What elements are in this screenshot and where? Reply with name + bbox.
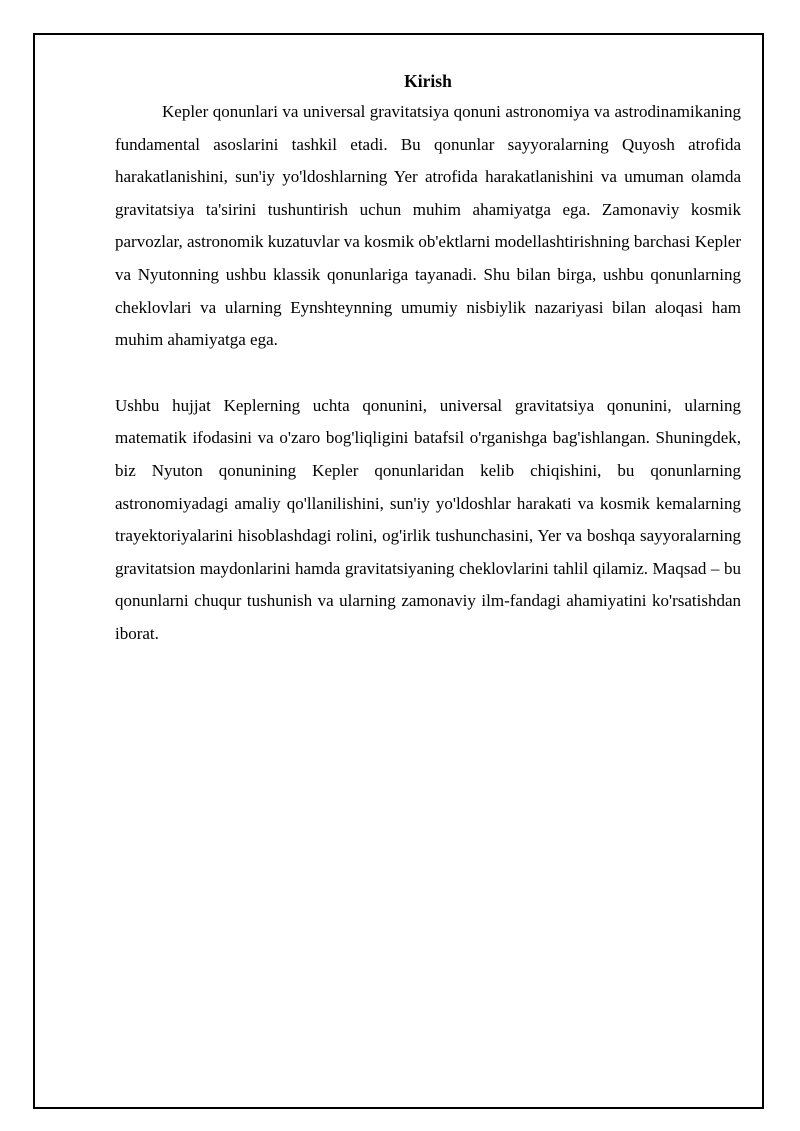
intro-paragraph-2: Ushbu hujjat Keplerning uchta qonunini, universal gravitatsiya qonunini, ularning matematik ifodasini va o'zaro bog'liqligini batafsil o'rganishga bag'ishlangan. Shuningdek, biz Nyuton qonunining Kepler qonunlaridan kelib chiqishini, bu qonunlarning astronomiyadagi amaliy qo'llanilishini, sun'iy yo'ldoshlar harakati va kosmik kemalarning trayektoriyalarini hisoblashdagi rolini, og'irlik tushunchasini, Yer va boshqa sayyoralarning gravitatsion maydonlarini hamda gravitatsiyaning cheklovlarini tahlil qilamiz. Maqsad – bu qonunlarni chuqur tushunish va ularning zamonaviy ilm-fandagi ahamiyatini ko'rsatishdan iborat. — [115, 395, 741, 643]
paragraph-spacer — [115, 357, 741, 390]
page-title: Kirish — [404, 71, 452, 91]
document-body — [115, 66, 741, 651]
intro-paragraph-1: Kepler qonunlari va universal gravitatsiya qonuni astronomiya va astrodinamikaning fundamental asoslarini tashkil etadi. Bu qonunlar sayyoralarning Quyosh atrofida harakatlanishini, sun'iy yo'ldoshlarning Yer atrofida harakatlanishini va umuman olamda gravitatsiya ta'sirini tushuntirish uchun muhim ahamiyatga ega. Zamonaviy kosmik parvozlar, astronomik kuzatuvlar va kosmik ob'ektlarni modellashtirishning barchasi Kepler va Nyutonning ushbu klassik qonunlariga tayanadi. Shu bilan birga, ushbu qonunlarning cheklovlari va ularning Eynshteynning umumiy nisbiylik nazariyasi bilan aloqasi ham muhim ahamiyatga ega. — [115, 102, 742, 350]
